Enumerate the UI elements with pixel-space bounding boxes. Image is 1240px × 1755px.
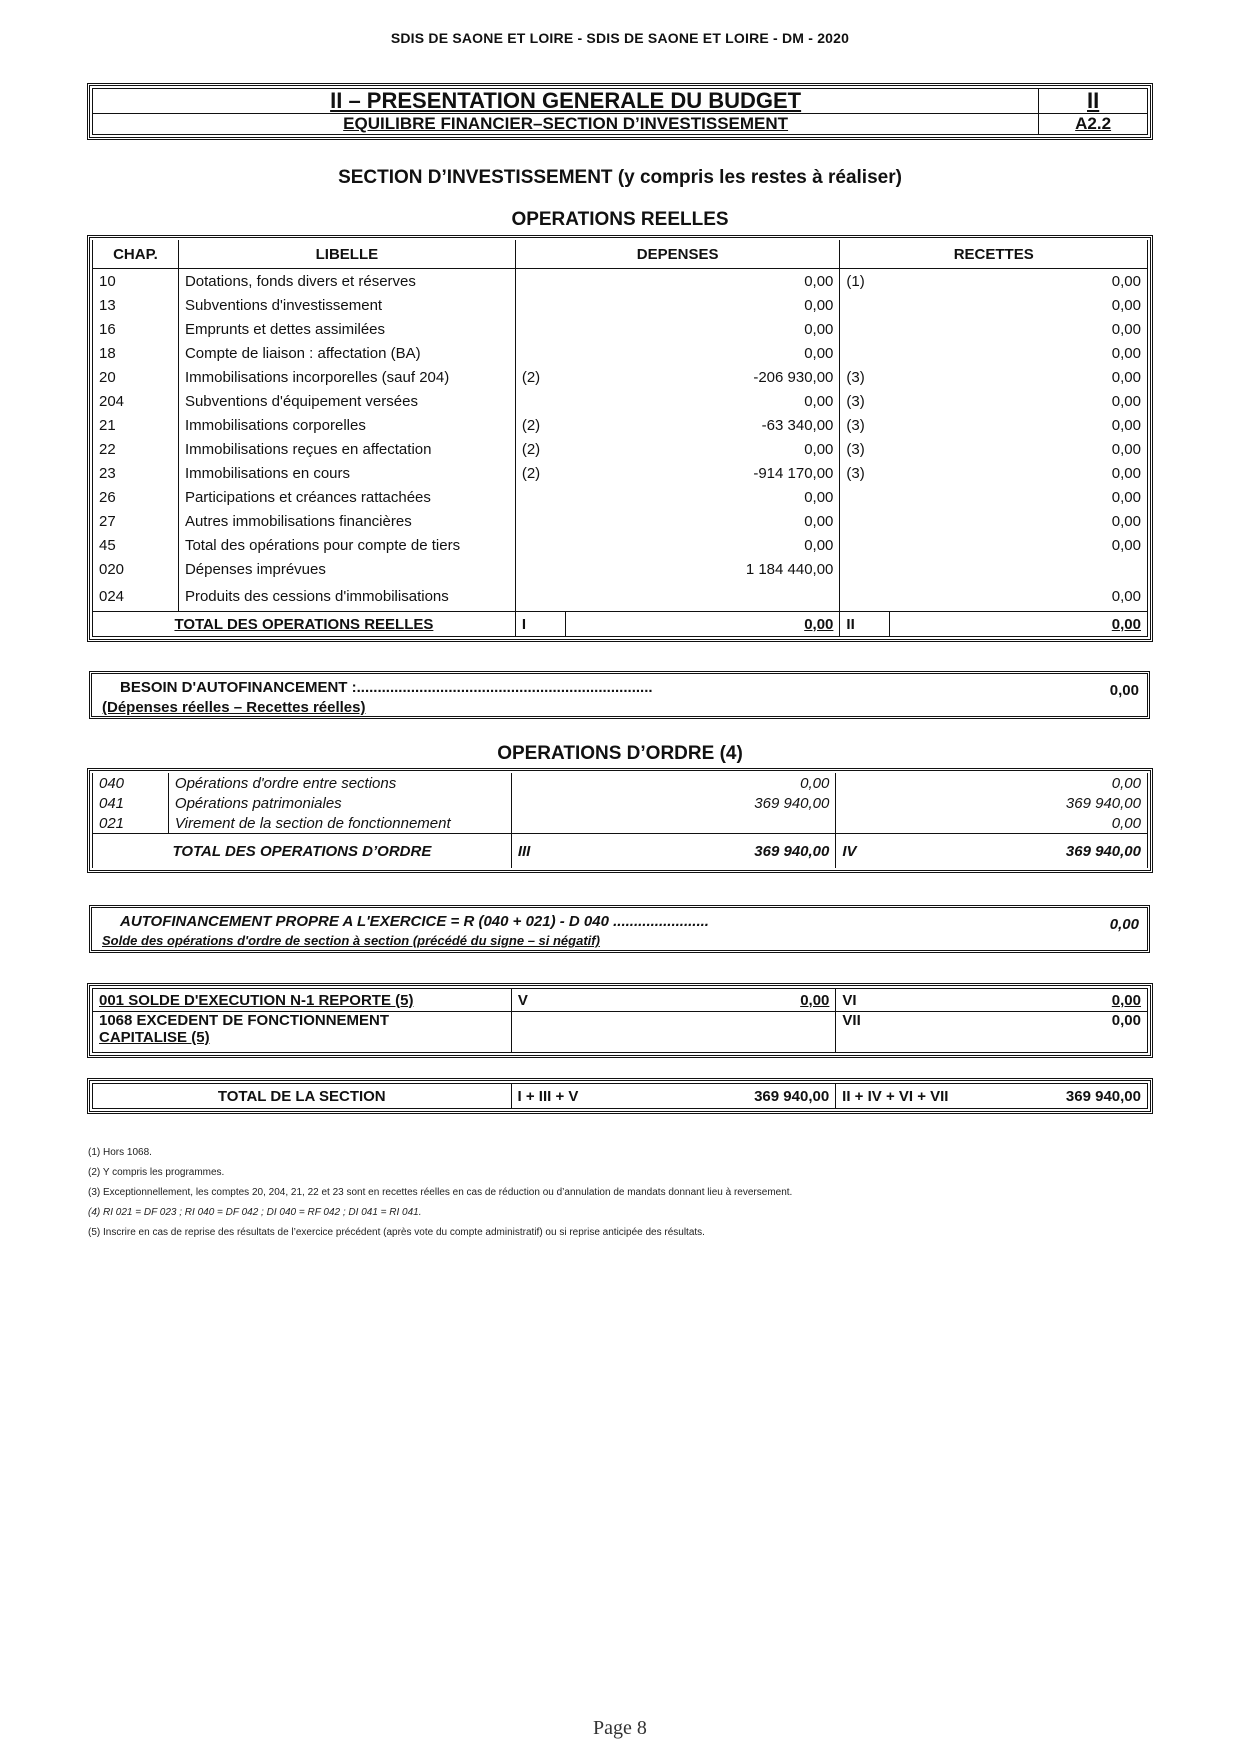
spacer-cell [836,813,886,834]
chap-cell: 204 [93,389,179,413]
rec-note-cell [840,509,890,533]
chap-cell: 040 [93,773,169,793]
total-reelles-dep: 0,00 [565,612,840,637]
autofin-value: 0,00 [1109,916,1139,933]
title-main: II – PRESENTATION GENERALE DU BUDGET [93,89,1039,114]
solde-label: 001 SOLDE D'EXECUTION N-1 REPORTE (5) [93,989,512,1012]
table-header [93,240,1148,269]
total-ordre-row [93,834,1148,869]
rec-cell: 0,00 [890,581,1148,612]
title-code-sub: A2.2 [1039,114,1148,135]
rec-note-cell: (3) [840,437,890,461]
solde-rec-mark: VI [836,989,886,1012]
rec-cell: 0,00 [890,533,1148,557]
table-row [93,437,1148,461]
total-section-rec: 369 940,00 [986,1084,1148,1109]
document-header: SDIS DE SAONE ET LOIRE - SDIS DE SAONE ET LOIRE - DM - 2020 [390,30,850,46]
footnote-5: (5) Inscrire en cas de reprise des résultats de l’exercice précédent (après vote du compte administratif) ou si reprise anticipée des résultats. [88,1227,705,1238]
dep-note-cell: (2) [515,413,565,437]
footnotes [88,1143,792,1243]
rec-note-cell: (1) [840,269,890,294]
spacer-cell [511,793,561,813]
table-row [93,317,1148,341]
footnote-2: (2) Y compris les programmes. [88,1167,225,1178]
libelle-cell: Immobilisations reçues en affectation [178,437,515,461]
excedent-rec: 0,00 [886,1012,1148,1053]
dep-cell: -63 340,00 [565,413,840,437]
excedent-rec-mark: VII [836,1012,886,1053]
total-ordre-dep-mark: III [511,834,561,869]
total-section-dep: 369 940,00 [621,1084,836,1109]
rec-note-cell [840,293,890,317]
ordre-title: OPERATIONS D’ORDRE (4) [497,743,743,764]
dep-note-cell [515,389,565,413]
solde-dep: 0,00 [561,989,836,1012]
dep-note-cell [515,341,565,365]
dep-cell: 0,00 [565,485,840,509]
libelle-cell: Compte de liaison : affectation (BA) [178,341,515,365]
chap-cell: 021 [93,813,169,834]
table-row [93,461,1148,485]
dep-note-cell [515,509,565,533]
besoin-dots: :....................................................................... [351,679,653,696]
total-section-row [93,1084,1148,1109]
rec-cell: 0,00 [890,509,1148,533]
dep-cell: 0,00 [565,317,840,341]
operations-reelles-table [92,240,1148,637]
libelle-cell: Produits des cessions d'immobilisations [178,581,515,612]
excedent-row [93,1012,1148,1053]
rec-cell: 0,00 [886,773,1148,793]
dep-note-cell [515,293,565,317]
header-libelle: LIBELLE [178,240,515,269]
rec-cell: 0,00 [890,317,1148,341]
rec-cell: 0,00 [890,341,1148,365]
excedent-label-line1: 1068 EXCEDENT DE FONCTIONNEMENT [99,1012,390,1029]
table-row [93,269,1148,294]
rec-cell: 0,00 [890,293,1148,317]
total-reelles-dep-mark: I [515,612,565,637]
dep-cell: 0,00 [565,389,840,413]
dep-note-cell [515,317,565,341]
libelle-cell: Opérations d'ordre entre sections [168,773,511,793]
rec-cell: 0,00 [890,269,1148,294]
table-row [93,533,1148,557]
total-reelles-label: TOTAL DES OPERATIONS REELLES [93,612,516,637]
chap-cell: 10 [93,269,179,294]
section-title: SECTION D’INVESTISSEMENT (y compris les restes à réaliser) [338,167,902,188]
autofinancement-box [89,905,1150,953]
rec-note-cell [840,533,890,557]
libelle-cell: Autres immobilisations financières [178,509,515,533]
excedent-label [93,1012,512,1053]
footnote-4: (4) RI 021 = DF 023 ; RI 040 = DF 042 ; DI 040 = RF 042 ; DI 041 = RI 041. [88,1207,422,1218]
table-row [93,413,1148,437]
libelle-cell: Emprunts et dettes assimilées [178,317,515,341]
dep-note-cell [515,485,565,509]
chap-cell: 13 [93,293,179,317]
total-ordre-rec-mark: IV [836,834,886,869]
total-section-table [92,1083,1148,1109]
solde-table [92,988,1148,1053]
page-number: Page 8 [593,1717,647,1739]
total-reelles-rec-mark: II [840,612,890,637]
header-chap: CHAP. [93,240,179,269]
table-row [93,557,1148,581]
libelle-cell: Immobilisations corporelles [178,413,515,437]
chap-cell: 020 [93,557,179,581]
chap-cell: 23 [93,461,179,485]
table-row [93,341,1148,365]
libelle-cell: Total des opérations pour compte de tiers [178,533,515,557]
chap-cell: 16 [93,317,179,341]
chap-cell: 21 [93,413,179,437]
table-row [93,389,1148,413]
libelle-cell: Immobilisations incorporelles (sauf 204) [178,365,515,389]
libelle-cell: Participations et créances rattachées [178,485,515,509]
dep-cell: 0,00 [565,509,840,533]
dep-cell: -206 930,00 [565,365,840,389]
libelle-cell: Subventions d'investissement [178,293,515,317]
excedent-label-line2: CAPITALISE (5) [99,1029,210,1046]
dep-cell [565,581,840,612]
besoin-label: BESOIN D'AUTOFINANCEMENT [120,679,348,696]
table-row [93,293,1148,317]
dep-cell: 369 940,00 [561,793,836,813]
dep-note-cell: (2) [515,365,565,389]
solde-dep-mark: V [511,989,561,1012]
footnote-3: (3) Exceptionnellement, les comptes 20, 204, 21, 22 et 23 sont en recettes réelles en cas de réduction ou d’annulation de mandats donnant lieu à reversement. [88,1187,793,1198]
table-row [93,793,1148,813]
dep-cell: 0,00 [565,437,840,461]
total-reelles-row [93,612,1148,637]
dep-cell: 0,00 [561,773,836,793]
rec-note-cell: (3) [840,389,890,413]
rec-note-cell [840,557,890,581]
rec-cell: 0,00 [886,813,1148,834]
header-depenses: DEPENSES [515,240,840,269]
total-ordre-label: TOTAL DES OPERATIONS D’ORDRE [93,834,512,869]
header-recettes: RECETTES [840,240,1148,269]
rec-note-cell: (3) [840,413,890,437]
dep-cell: 0,00 [565,533,840,557]
table-row [93,813,1148,834]
total-section-dep-mark: I + III + V [511,1084,621,1109]
chap-cell: 26 [93,485,179,509]
total-section-rec-mark: II + IV + VI + VII [836,1084,986,1109]
excedent-dep-empty [511,1012,836,1053]
rec-cell: 0,00 [890,437,1148,461]
rec-cell [890,557,1148,581]
dep-note-cell: (2) [515,437,565,461]
table-row [93,509,1148,533]
besoin-value: 0,00 [1109,682,1139,699]
chap-cell: 45 [93,533,179,557]
rec-cell: 0,00 [890,485,1148,509]
dep-cell: 0,00 [565,293,840,317]
rec-note-cell [840,341,890,365]
total-section-label: TOTAL DE LA SECTION [93,1084,512,1109]
chap-cell: 27 [93,509,179,533]
rec-note-cell [840,581,890,612]
rec-cell: 0,00 [890,461,1148,485]
table-row [93,365,1148,389]
title-sub: EQUILIBRE FINANCIER–SECTION D’INVESTISSEMENT [93,114,1039,135]
rec-note-cell: (3) [840,365,890,389]
dep-cell: 1 184 440,00 [565,557,840,581]
rec-note-cell: (3) [840,461,890,485]
autofin-sub: Solde des opérations d'ordre de section à section (précédé du signe – si négatif) [102,933,600,948]
dep-note-cell [515,581,565,612]
dep-note-cell [515,557,565,581]
rec-cell: 0,00 [890,413,1148,437]
spacer-cell [836,793,886,813]
dep-cell: 0,00 [565,341,840,365]
besoin-autofinancement-box [89,671,1150,719]
table-row [93,773,1148,793]
total-reelles-rec: 0,00 [890,612,1148,637]
libelle-cell: Dotations, fonds divers et réserves [178,269,515,294]
rec-cell: 0,00 [890,389,1148,413]
title-box [92,88,1148,135]
dep-note-cell [515,269,565,294]
chap-cell: 20 [93,365,179,389]
spacer-cell [511,773,561,793]
besoin-sub: (Dépenses réelles – Recettes réelles) [102,699,366,716]
rec-note-cell [840,317,890,341]
dep-cell: -914 170,00 [565,461,840,485]
total-ordre-rec: 369 940,00 [886,834,1148,869]
solde-row [93,989,1148,1012]
chap-cell: 22 [93,437,179,461]
spacer-cell [511,813,561,834]
table-row [93,581,1148,612]
libelle-cell: Subventions d'équipement versées [178,389,515,413]
total-ordre-dep: 369 940,00 [561,834,836,869]
title-code-main: II [1039,89,1148,114]
reelles-title: OPERATIONS REELLES [511,209,729,230]
libelle-cell: Opérations patrimoniales [168,793,511,813]
libelle-cell: Dépenses imprévues [178,557,515,581]
dep-note-cell: (2) [515,461,565,485]
footnote-1: (1) Hors 1068. [88,1147,152,1158]
operations-ordre-table [92,773,1148,868]
chap-cell: 18 [93,341,179,365]
libelle-cell: Immobilisations en cours [178,461,515,485]
table-row [93,485,1148,509]
libelle-cell: Virement de la section de fonctionnement [168,813,511,834]
dep-note-cell [515,533,565,557]
rec-note-cell [840,485,890,509]
rec-cell: 369 940,00 [886,793,1148,813]
rec-cell: 0,00 [890,365,1148,389]
solde-rec: 0,00 [886,989,1148,1012]
chap-cell: 041 [93,793,169,813]
dep-cell: 0,00 [565,269,840,294]
chap-cell: 024 [93,581,179,612]
autofin-label: AUTOFINANCEMENT PROPRE A L'EXERCICE = R (040 + 021) - D 040 ....................... [120,913,709,930]
dep-cell [561,813,836,834]
spacer-cell [836,773,886,793]
